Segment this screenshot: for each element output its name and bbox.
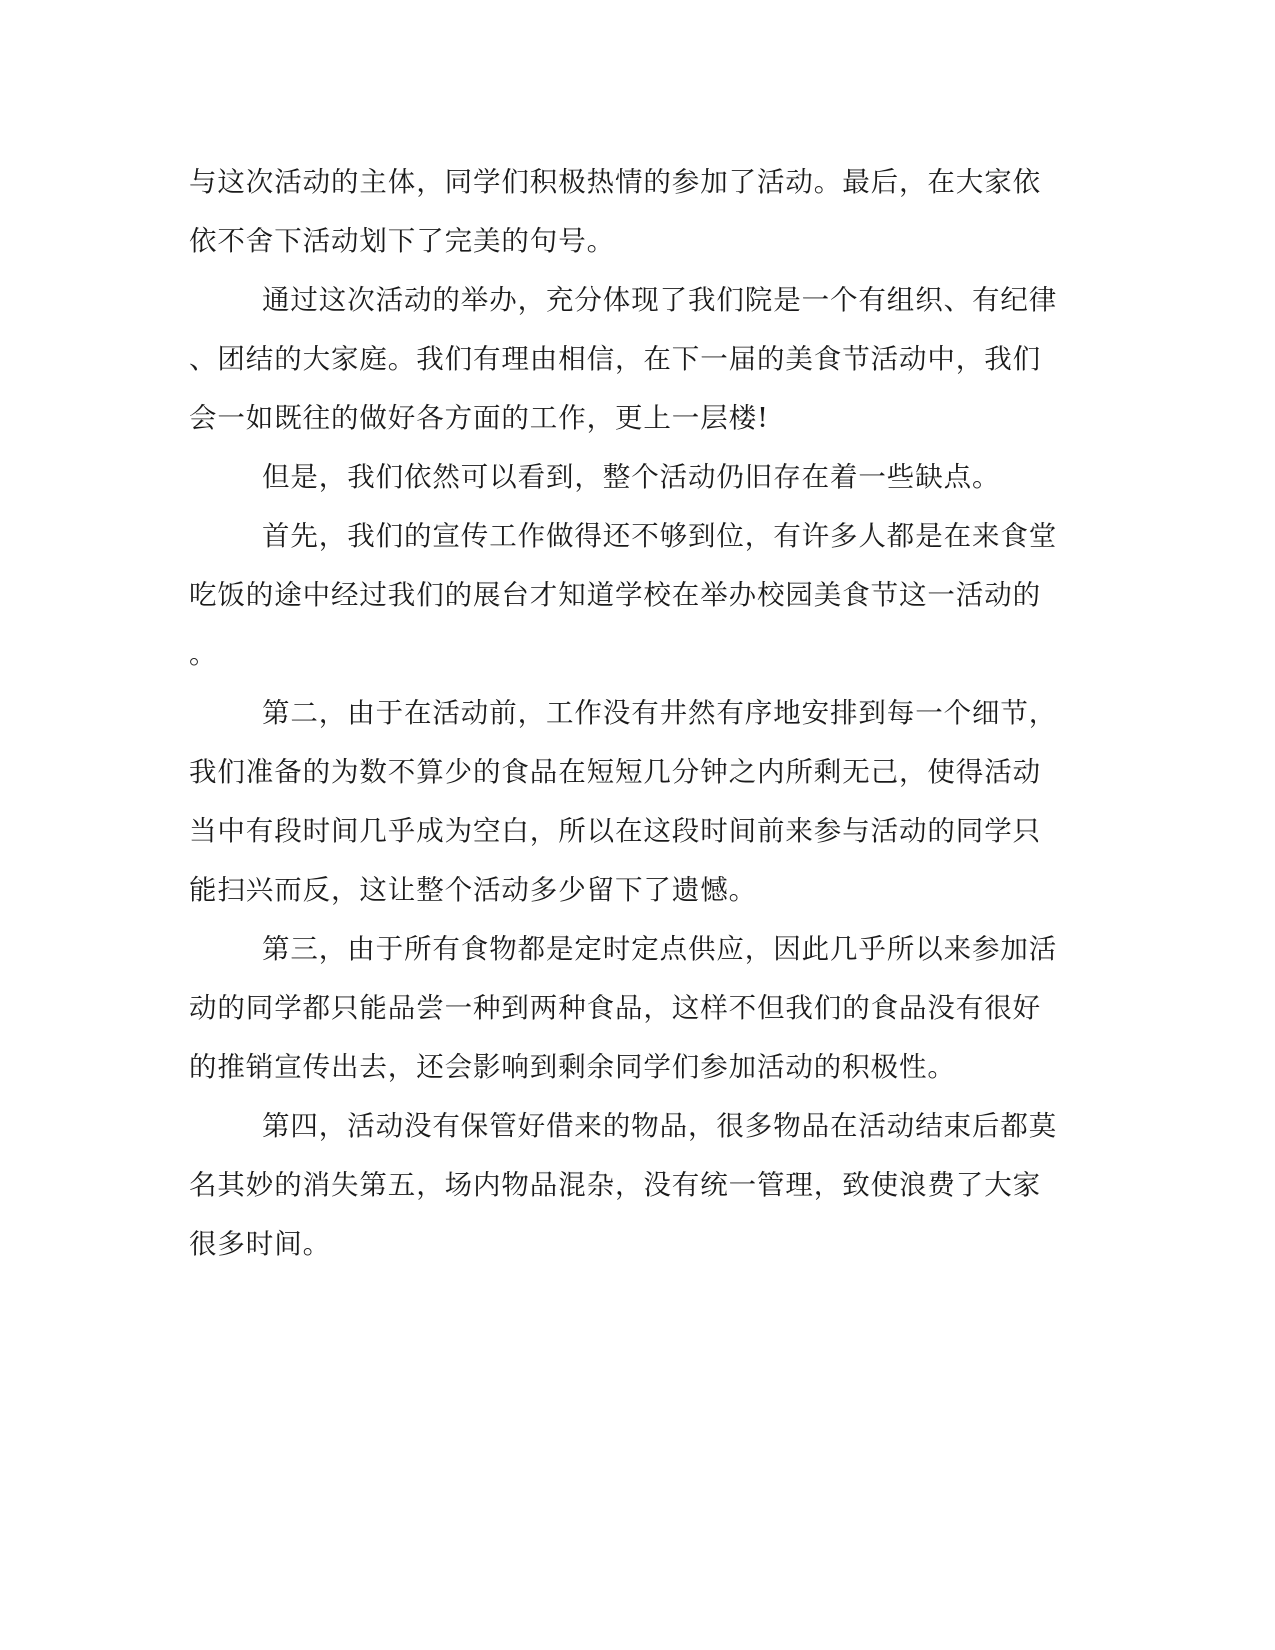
text-line: 、团结的大家庭。我们有理由相信，在下一届的美食节活动中，我们 bbox=[189, 343, 1041, 375]
text-line: 会一如既往的做好各方面的工作，更上一层楼! bbox=[189, 402, 769, 434]
paragraph-first-line: 第三，由于所有食物都是定时定点供应，因此几乎所以来参加活 bbox=[262, 933, 1058, 965]
paragraph-first-line: 第四，活动没有保管好借来的物品，很多物品在活动结束后都莫 bbox=[262, 1110, 1058, 1142]
text-line: 我们准备的为数不算少的食品在短短几分钟之内所剩无己，使得活动 bbox=[189, 756, 1041, 788]
text-line: 吃饭的途中经过我们的展台才知道学校在举办校园美食节这一活动的 bbox=[189, 579, 1041, 611]
paragraph-first-line: 通过这次活动的举办，充分体现了我们院是一个有组织、有纪律 bbox=[262, 284, 1058, 316]
paragraph-first-line: 首先，我们的宣传工作做得还不够到位，有许多人都是在来食堂 bbox=[262, 520, 1058, 552]
text-line: 很多时间。 bbox=[189, 1228, 331, 1260]
text-line: 。 bbox=[189, 638, 218, 670]
text-line: 能扫兴而反，这让整个活动多少留下了遗憾。 bbox=[189, 874, 757, 906]
text-line: 依不舍下活动划下了完美的句号。 bbox=[189, 225, 615, 257]
text-line: 名其妙的消失第五，场内物品混杂，没有统一管理，致使浪费了大家 bbox=[189, 1169, 1041, 1201]
text-line: 的推销宣传出去，还会影响到剩余同学们参加活动的积极性。 bbox=[189, 1051, 956, 1083]
paragraph-first-line: 第二，由于在活动前，工作没有井然有序地安排到每一个细节， bbox=[262, 697, 1058, 729]
text-line: 与这次活动的主体，同学们积极热情的参加了活动。最后，在大家依 bbox=[189, 166, 1041, 198]
text-line: 动的同学都只能品尝一种到两种食品，这样不但我们的食品没有很好 bbox=[189, 992, 1041, 1024]
text-line: 当中有段时间几乎成为空白，所以在这段时间前来参与活动的同学只 bbox=[189, 815, 1041, 847]
paragraph-first-line: 但是，我们依然可以看到，整个活动仍旧存在着一些缺点。 bbox=[262, 461, 1001, 493]
